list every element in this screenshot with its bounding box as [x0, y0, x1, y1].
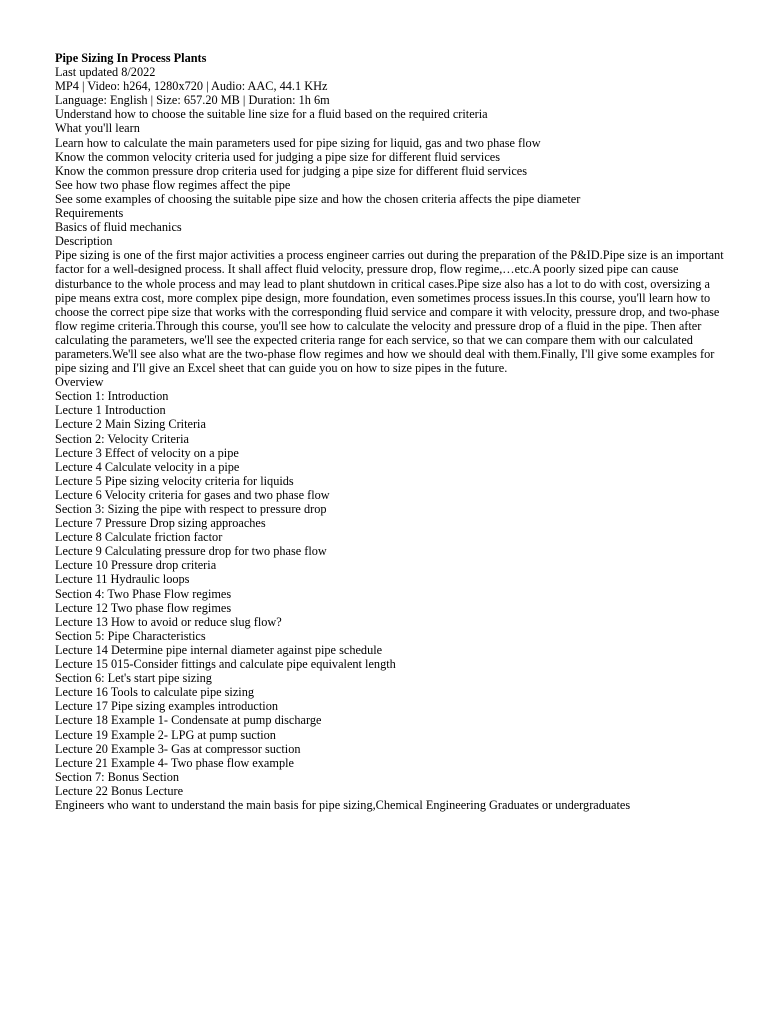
learn-item: See how two phase flow regimes affect the pipe [55, 177, 291, 192]
section-item: Section 5: Pipe Characteristics [55, 628, 206, 643]
lecture-item: Lecture 14 Determine pipe internal diameter against pipe schedule [55, 642, 383, 657]
description-heading: Description [55, 234, 113, 249]
lecture-item: Lecture 16 Tools to calculate pipe sizing [55, 685, 255, 700]
last-updated: Last updated 8/2022 [55, 65, 156, 80]
lecture-item: Lecture 2 Main Sizing Criteria [55, 417, 206, 432]
lecture-item: Lecture 6 Velocity criteria for gases and two phase flow [55, 487, 330, 502]
media-info: MP4 | Video: h264, 1280x720 | Audio: AAC, 44.1 KHz [55, 79, 328, 94]
learn-item: Learn how to calculate the main parameters used for pipe sizing for liquid, gas and two phase flow [55, 135, 541, 150]
section-item: Section 7: Bonus Section [55, 769, 179, 784]
lecture-item: Lecture 18 Example 1- Condensate at pump discharge [55, 713, 322, 728]
learn-list [55, 136, 731, 206]
learn-heading: What you'll learn [55, 121, 140, 136]
section-item: Section 1: Introduction [55, 389, 169, 404]
lecture-item: Lecture 17 Pipe sizing examples introduction [55, 699, 278, 714]
lecture-item: Lecture 5 Pipe sizing velocity criteria for liquids [55, 473, 294, 488]
section-item: Section 4: Two Phase Flow regimes [55, 586, 232, 601]
lecture-item: Lecture 10 Pressure drop criteria [55, 558, 217, 573]
requirement-item: Basics of fluid mechanics [55, 220, 182, 235]
course-summary: Understand how to choose the suitable line size for a fluid based on the required criteria [55, 107, 488, 122]
lecture-item: Lecture 4 Calculate velocity in a pipe [55, 459, 240, 474]
learn-item: Know the common pressure drop criteria used for judging a pipe size for different fluid services [55, 163, 528, 178]
lecture-item: Lecture 9 Calculating pressure drop for two phase flow [55, 544, 327, 559]
lecture-item: Lecture 1 Introduction [55, 403, 166, 418]
lecture-item: Lecture 11 Hydraulic loops [55, 572, 190, 587]
requirements-heading: Requirements [55, 206, 124, 221]
document-body [55, 51, 731, 812]
lecture-item: Lecture 20 Example 3- Gas at compressor suction [55, 741, 301, 756]
section-item: Section 2: Velocity Criteria [55, 431, 189, 446]
lecture-item: Lecture 7 Pressure Drop sizing approaches [55, 516, 266, 531]
overview-heading: Overview [55, 375, 104, 390]
description-paragraph: Pipe sizing is one of the first major activities a process engineer carries out during the preparation of the P&ID.Pipe size is an important factor for a well-designed process. It shall affect fluid velocity, pressure drop, flow regime,…etc.A poorly sized pipe can cause disturbance to the whole process and may lead to plant shutdown in critical cases.Pipe size also has a lot to do with cost, oversizing a pipe means extra cost, more complex pipe design, more foundation, even sometimes process issues.In this course, you'll learn how to choose the correct pipe size that works with the corresponding fluid service and compare it with velocity, pressure drop, and two-phase flow regime criteria.Through this course, you'll see how to calculate the velocity and pressure drop of a fluid in the pipe. Then after calculating the parameters, we'll see the expected criteria range for each service, so that we can compare them with our calculated parameters.We'll see also what are the two-phase flow regimes and how we should deal with them.Finally, I'll give some examples for pipe sizing and I'll give an Excel sheet that can guide you on how to size pipes in the future. [55, 248, 724, 376]
target-audience: Engineers who want to understand the main basis for pipe sizing,Chemical Engineering Graduates or undergraduates [55, 797, 631, 812]
learn-item: See some examples of choosing the suitable pipe size and how the chosen criteria affects the pipe diameter [55, 191, 581, 206]
lecture-item: Lecture 19 Example 2- LPG at pump suction [55, 727, 276, 742]
overview-list [55, 389, 731, 798]
lecture-item: Lecture 22 Bonus Lecture [55, 783, 184, 798]
lecture-item: Lecture 15 015-Consider fittings and calculate pipe equivalent length [55, 657, 396, 672]
lecture-item: Lecture 3 Effect of velocity on a pipe [55, 445, 239, 460]
lecture-item: Lecture 13 How to avoid or reduce slug flow? [55, 614, 282, 629]
section-item: Section 3: Sizing the pipe with respect to pressure drop [55, 502, 327, 516]
language-info: Language: English | Size: 657.20 MB | Duration: 1h 6m [55, 93, 330, 108]
lecture-item: Lecture 21 Example 4- Two phase flow example [55, 755, 294, 770]
lecture-item: Lecture 8 Calculate friction factor [55, 530, 223, 545]
learn-item: Know the common velocity criteria used for judging a pipe size for different fluid services [55, 149, 501, 164]
page-title: Pipe Sizing In Process Plants [55, 51, 207, 65]
lecture-item: Lecture 12 Two phase flow regimes [55, 600, 232, 615]
section-item: Section 6: Let's start pipe sizing [55, 671, 212, 686]
